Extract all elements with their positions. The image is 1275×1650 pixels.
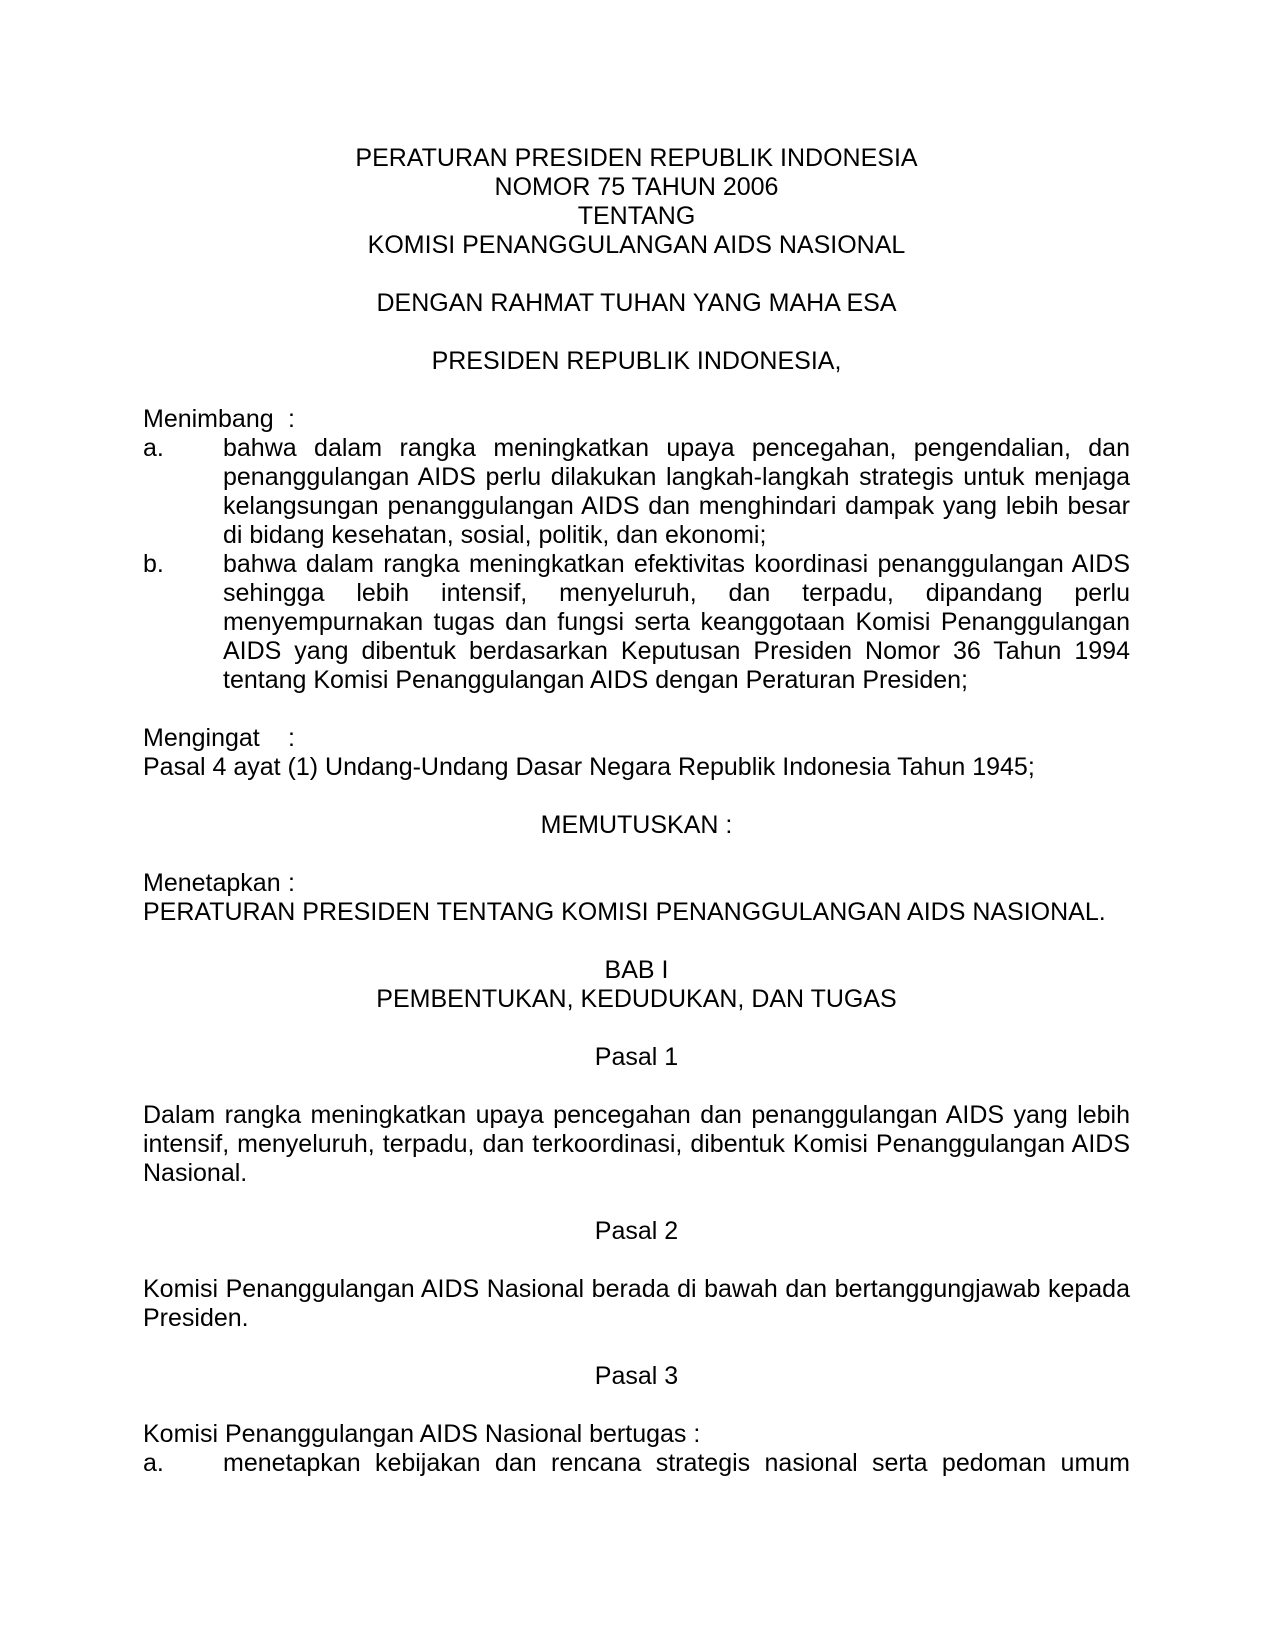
menimbang-section: [143, 405, 1130, 695]
menimbang-colon: :: [288, 405, 295, 433]
pasal-3-intro: Komisi Penanggulangan AIDS Nasional bertugas :: [143, 1420, 701, 1448]
pasal-1-heading: Pasal 1: [594, 1043, 679, 1071]
menimbang-item-a: [143, 434, 1130, 550]
document-content: [143, 144, 1130, 1478]
item-marker: b.: [143, 550, 164, 578]
item-text: menetapkan kebijakan dan rencana strategis nasional serta pedoman umum: [223, 1449, 1130, 1477]
pasal-3-heading: Pasal 3: [594, 1362, 679, 1390]
mengingat-label: Mengingat: [143, 724, 260, 752]
pasal-3-item-a: [143, 1449, 1130, 1478]
menimbang-label-line: [143, 405, 1130, 434]
bab-1-number: BAB I: [604, 956, 669, 984]
item-marker: a.: [143, 434, 164, 462]
pasal-3-body: [143, 1420, 1130, 1478]
title-line-subject: KOMISI PENANGGULANGAN AIDS NASIONAL: [367, 231, 906, 259]
pasal-2-body: Komisi Penanggulangan AIDS Nasional berada di bawah dan bertanggungjawab kepada Presiden.: [143, 1275, 1130, 1332]
menimbang-label: Menimbang: [143, 405, 274, 433]
invocation-line: DENGAN RAHMAT TUHAN YANG MAHA ESA: [376, 289, 897, 317]
bab-1-heading-block: [143, 956, 1130, 1014]
item-text: bahwa dalam rangka meningkatkan upaya pencegahan, pengendalian, dan penanggulangan AIDS perlu dilakukan langkah-langkah strategis untuk menjaga kelangsungan penanggulangan AIDS dan menghindari dampak yang lebih besar di bidang kesehatan, sosial, politik, dan ekonomi;: [223, 434, 1130, 549]
mengingat-label-line: [143, 724, 1130, 753]
menetapkan-text: PERATURAN PRESIDEN TENTANG KOMISI PENANGGULANGAN AIDS NASIONAL.: [143, 898, 1106, 926]
menetapkan-colon: :: [288, 869, 295, 897]
issuer-line: PRESIDEN REPUBLIK INDONESIA,: [431, 347, 842, 375]
menetapkan-label-line: [143, 869, 1130, 898]
menetapkan-section: [143, 869, 1130, 927]
bab-1-title: PEMBENTUKAN, KEDUDUKAN, DAN TUGAS: [376, 985, 897, 1013]
title-line-number: NOMOR 75 TAHUN 2006: [494, 173, 779, 201]
item-marker: a.: [143, 1449, 164, 1477]
title-line-tentang: TENTANG: [577, 202, 696, 230]
pasal-2-heading: Pasal 2: [594, 1217, 679, 1245]
menimbang-item-b: [143, 550, 1130, 695]
pasal-1-body: Dalam rangka meningkatkan upaya pencegahan dan penanggulangan AIDS yang lebih intensif, menyeluruh, terpadu, dan terkoordinasi, dibentuk Komisi Penanggulangan AIDS Nasional.: [143, 1101, 1130, 1187]
document-title-block: [143, 144, 1130, 260]
menetapkan-label: Menetapkan: [143, 869, 281, 897]
mengingat-text: Pasal 4 ayat (1) Undang-Undang Dasar Negara Republik Indonesia Tahun 1945;: [143, 753, 1035, 781]
title-line-regulation: PERATURAN PRESIDEN REPUBLIK INDONESIA: [355, 144, 918, 172]
item-text: bahwa dalam rangka meningkatkan efektivitas koordinasi penanggulangan AIDS sehingga lebih intensif, menyeluruh, dan terpadu, dipandang perlu menyempurnakan tugas dan fungsi serta keanggotaan Komisi Penanggulangan AIDS yang dibentuk berdasarkan Keputusan Presiden Nomor 36 Tahun 1994 tentang Komisi Penanggulangan AIDS dengan Peraturan Presiden;: [223, 550, 1130, 694]
memutuskan-heading: MEMUTUSKAN :: [540, 811, 733, 839]
mengingat-colon: :: [288, 724, 295, 752]
mengingat-section: [143, 724, 1130, 782]
